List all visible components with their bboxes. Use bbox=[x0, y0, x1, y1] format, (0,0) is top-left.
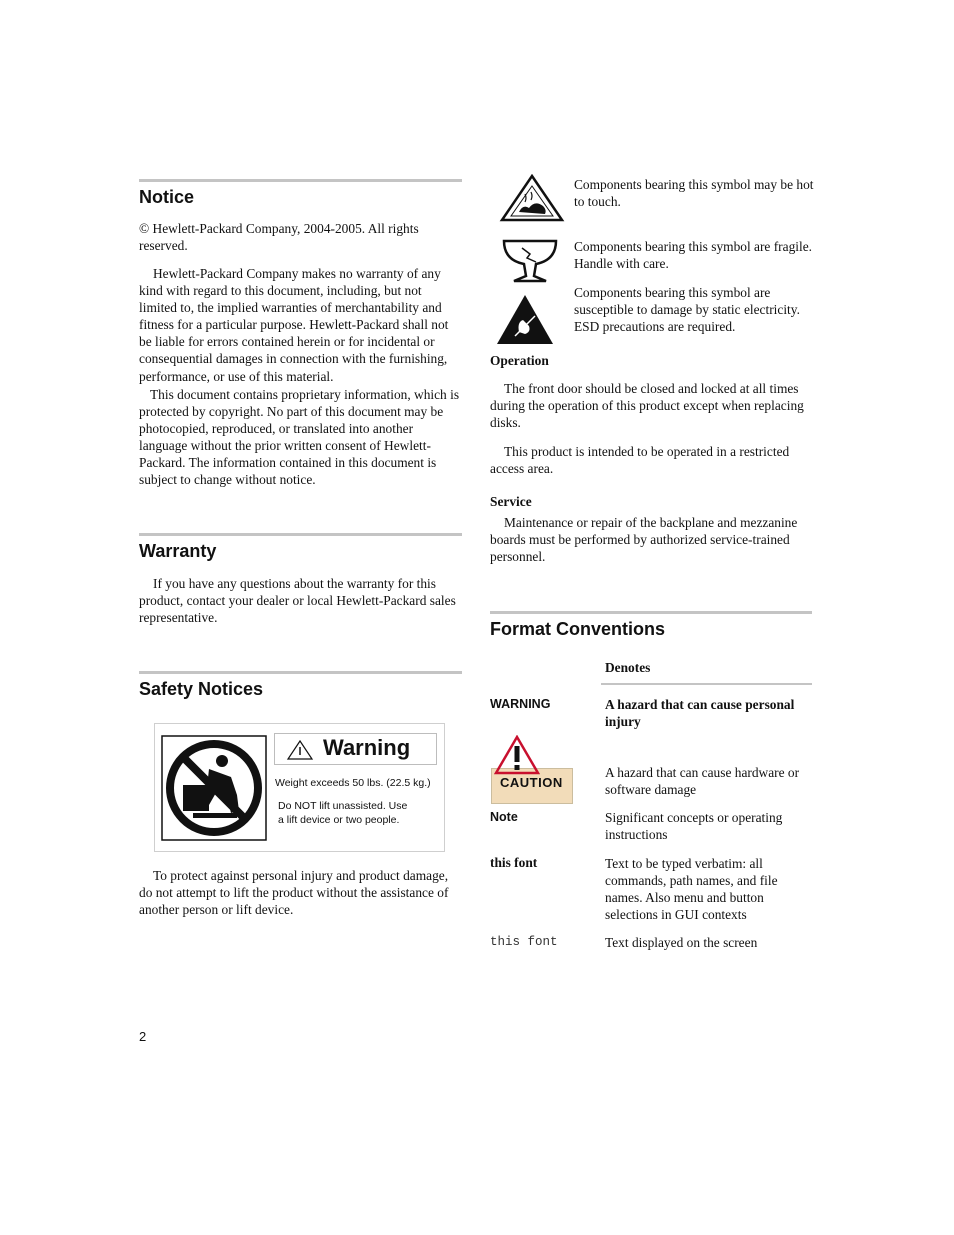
row-note-desc: Significant concepts or operating instructions bbox=[605, 810, 783, 843]
fragile-icon bbox=[500, 238, 560, 284]
safety-heading: Safety Notices bbox=[139, 679, 264, 699]
esd-icon bbox=[495, 292, 555, 347]
warranty-rule bbox=[139, 533, 462, 536]
caution-label-text: CAUTION bbox=[500, 775, 563, 790]
notice-heading: Notice bbox=[139, 187, 195, 207]
safety-paragraph: To protect against personal injury and product damage, do not attempt to lift the product without the assistance of another person or lift device. bbox=[139, 868, 449, 918]
no-lift-icon bbox=[159, 733, 269, 843]
service-paragraph: Maintenance or repair of the backplane and mezzanine boards must be performed by authorized service-trained personnel. bbox=[490, 515, 798, 565]
operation-paragraph-2: This product is intended to be operated in a restricted access area. bbox=[490, 444, 790, 477]
warning-triangle-icon bbox=[286, 739, 314, 761]
symbol-text-fragile: Components bearing this symbol are fragile. Handle with care. bbox=[574, 239, 813, 272]
row-typed-font-term: this font bbox=[490, 855, 538, 870]
notice-paragraph-1: Hewlett-Packard Company makes no warranty of any kind with regard to this document, including, but not limited to, the implied warranties of merchantability and fitness for a particular purpose. Hewlett-Packard shall not be liable for errors contained herein or for incidental or consequential damages in connection with the furnishing, performance, or use of this material. bbox=[139, 266, 449, 384]
row-screen-font-desc: Text displayed on the screen bbox=[605, 935, 758, 950]
denotes-rule bbox=[601, 683, 812, 685]
row-typed-font-desc: Text to be typed verbatim: all commands, path names, and file names. Also menu and button selections in GUI contexts bbox=[605, 856, 778, 923]
weight-warning-label bbox=[154, 723, 445, 852]
notice-rule bbox=[139, 179, 462, 182]
warning-label-title: Warning bbox=[323, 735, 411, 760]
lift-instruction-line-2: a lift device or two people. bbox=[278, 814, 400, 826]
warranty-paragraph: If you have any questions about the warranty for this product, contact your dealer or local Hewlett-Packard sales representative. bbox=[139, 576, 456, 626]
service-heading: Service bbox=[490, 494, 532, 509]
row-warning-term: WARNING bbox=[490, 697, 551, 711]
format-rule bbox=[490, 611, 812, 614]
weight-text: Weight exceeds 50 lbs. (22.5 kg.) bbox=[275, 777, 431, 789]
notice-paragraph-2: This document contains proprietary information, which is protected by copyright. No part of this document may be photocopied, reproduced, or translated into another language without the prior written consent of Hewlett-Packard. The information contained in this document is subject to change without notice. bbox=[139, 387, 460, 488]
copyright-text: © Hewlett-Packard Company, 2004-2005. All rights reserved. bbox=[139, 221, 419, 254]
operation-paragraph-1: The front door should be closed and locked at all times during the operation of this product except when replacing disks. bbox=[490, 381, 804, 431]
hot-surface-icon bbox=[499, 174, 565, 222]
warranty-heading: Warranty bbox=[139, 541, 217, 561]
lift-instruction-line-1: Do NOT lift unassisted. Use bbox=[278, 800, 408, 812]
symbol-text-hot: Components bearing this symbol may be hot to touch. bbox=[574, 177, 814, 210]
operation-heading: Operation bbox=[490, 353, 549, 368]
safety-rule bbox=[139, 671, 462, 674]
symbol-text-esd: Components bearing this symbol are susceptible to damage by static electricity. ESD precautions are required. bbox=[574, 285, 800, 335]
row-screen-font-term: this font bbox=[490, 935, 558, 949]
page-number: 2 bbox=[139, 1029, 147, 1044]
format-heading: Format Conventions bbox=[490, 619, 666, 639]
warning-title-box bbox=[274, 733, 437, 765]
caution-triangle-icon bbox=[494, 735, 540, 775]
row-caution-desc: A hazard that can cause hardware or software damage bbox=[605, 765, 800, 798]
row-warning-desc: A hazard that can cause personal injury bbox=[605, 697, 795, 730]
denotes-header: Denotes bbox=[605, 660, 651, 675]
row-note-term: Note bbox=[490, 810, 518, 824]
